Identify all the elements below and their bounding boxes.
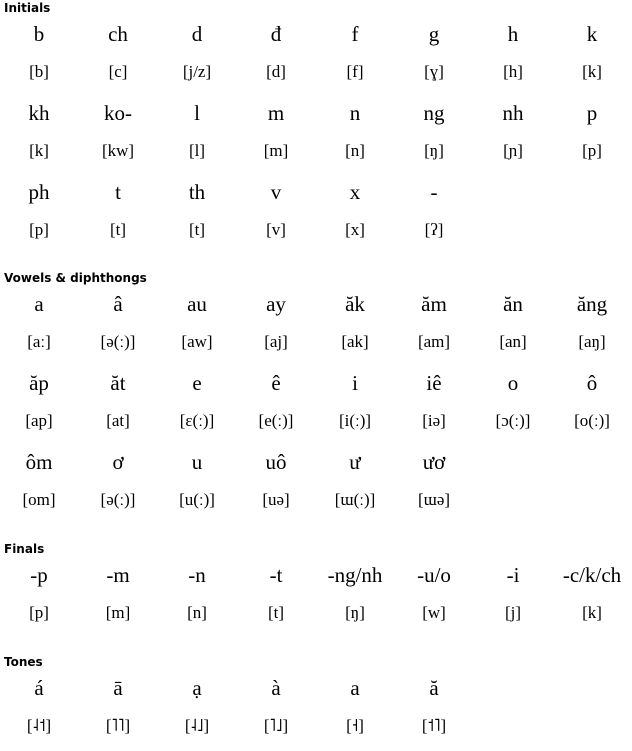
ipa-cell: [˦˥] [421, 716, 447, 735]
letter-cell: ê [271, 371, 281, 395]
ipa-cell: [˥˩] [263, 716, 289, 735]
ipa-cell: [ɛ(ː)] [179, 411, 215, 430]
ipa-cell: [e(ː)] [258, 411, 294, 430]
ipa-cell: [am] [417, 332, 451, 351]
ipa-cell: [d] [266, 62, 286, 81]
letter-cell: ph [28, 180, 50, 204]
section-heading: Initials [4, 1, 51, 15]
ipa-cell: [k] [582, 603, 602, 622]
letter-cell: a [350, 676, 360, 700]
letter-cell: ăng [576, 292, 608, 316]
letter-cell: v [270, 180, 282, 204]
ipa-cell: [c] [108, 62, 128, 81]
ipa-cell: [o(ː)] [574, 411, 610, 430]
letter-cell: th [188, 180, 206, 204]
ipa-cell: [aw] [181, 332, 213, 351]
letter-cell: -n [188, 563, 206, 587]
section-heading: Vowels & diphthongs [4, 271, 147, 285]
letter-cell: đ [270, 22, 282, 46]
letter-cell: -m [106, 563, 130, 587]
ipa-cell: [ap] [25, 411, 53, 430]
letter-cell: - [430, 180, 438, 204]
letter-cell: d [191, 22, 203, 46]
ipa-cell: [n] [187, 603, 207, 622]
ipa-cell: [˨˦] [26, 716, 52, 735]
letter-cell: ch [108, 22, 128, 46]
ipa-cell: [j/z] [182, 62, 212, 81]
letter-cell: a [34, 292, 44, 316]
letter-cell: ô [586, 371, 598, 395]
letter-cell: á [34, 676, 44, 700]
ipa-cell: [n] [345, 141, 365, 160]
ipa-cell: [b] [29, 62, 49, 81]
letter-cell: l [194, 101, 200, 125]
ipa-cell: [k] [582, 62, 602, 81]
letter-cell: kh [28, 101, 50, 125]
ipa-cell: [aj] [264, 332, 288, 351]
ipa-cell: [t] [109, 220, 127, 239]
letter-cell: -u/o [417, 563, 451, 587]
letter-cell: -ng/nh [327, 563, 383, 587]
ipa-cell: [ak] [341, 332, 369, 351]
ipa-cell: [i(ː)] [338, 411, 372, 430]
ipa-cell: [h] [503, 62, 523, 81]
letter-cell: ay [266, 292, 286, 316]
letter-cell: k [586, 22, 598, 46]
letter-cell: ā [113, 676, 123, 700]
ipa-cell: [˧] [346, 716, 364, 735]
ipa-cell: [t] [267, 603, 285, 622]
letter-cell: b [33, 22, 45, 46]
letter-cell: u [191, 450, 203, 474]
letter-cell: iê [426, 371, 442, 395]
ipa-cell: [m] [263, 141, 289, 160]
letter-cell: -p [30, 563, 48, 587]
ipa-cell: [j] [504, 603, 522, 622]
ipa-cell: [at] [106, 411, 130, 430]
ipa-cell: [ɲ] [503, 141, 523, 160]
letter-cell: à [271, 676, 281, 700]
letter-cell: ơ [112, 450, 124, 474]
ipa-cell: [iə] [422, 411, 446, 430]
ipa-cell: [ə(ː)] [100, 332, 136, 351]
letter-cell: -t [269, 563, 283, 587]
letter-cell: n [349, 101, 361, 125]
letter-cell: ko- [104, 101, 132, 125]
ipa-cell: [uə] [262, 490, 290, 509]
ipa-cell: [ŋ] [345, 603, 365, 622]
letter-cell: nh [502, 101, 524, 125]
ipa-cell: [aː] [27, 332, 51, 351]
ipa-cell: [ʔ] [424, 220, 444, 239]
ipa-cell: [ɯə] [417, 490, 451, 509]
letter-cell: uô [265, 450, 287, 474]
ipa-cell: [ŋ] [424, 141, 444, 160]
section-heading: Finals [4, 542, 45, 556]
letter-cell: ạ [192, 676, 202, 700]
ipa-cell: [an] [499, 332, 527, 351]
letter-cell: ăm [421, 292, 447, 316]
ipa-cell: [ɣ] [424, 62, 444, 81]
ipa-cell: [v] [266, 220, 286, 239]
letter-cell: i [352, 371, 358, 395]
ipa-cell: [x] [345, 220, 365, 239]
ipa-cell: [kw] [101, 141, 135, 160]
ipa-cell: [˥˥] [105, 716, 131, 735]
ipa-cell: [p] [29, 220, 49, 239]
letter-cell: x [349, 180, 361, 204]
ipa-cell: [l] [188, 141, 206, 160]
letter-cell: f [351, 22, 359, 46]
letter-cell: ươ [422, 450, 446, 474]
ipa-cell: [˨˩] [184, 716, 210, 735]
letter-cell: ăt [110, 371, 126, 395]
letter-cell: -i [506, 563, 520, 587]
ipa-cell: [k] [29, 141, 49, 160]
ipa-cell: [p] [29, 603, 49, 622]
letter-cell: p [586, 101, 598, 125]
letter-cell: h [507, 22, 519, 46]
letter-cell: â [113, 292, 123, 316]
ipa-cell: [t] [188, 220, 206, 239]
letter-cell: -c/k/ch [562, 563, 622, 587]
ipa-cell: [w] [422, 603, 446, 622]
letter-cell: ăp [29, 371, 49, 395]
ipa-cell: [f] [346, 62, 364, 81]
letter-cell: ôm [25, 450, 53, 474]
letter-cell: m [267, 101, 285, 125]
letter-cell: ư [349, 450, 361, 474]
letter-cell: t [115, 180, 121, 204]
letter-cell: ng [423, 101, 445, 125]
ipa-cell: [u(ː)] [179, 490, 215, 509]
ipa-cell: [aŋ] [578, 332, 606, 351]
letter-cell: e [192, 371, 202, 395]
ipa-cell: [m] [105, 603, 131, 622]
ipa-cell: [ɯ(ː)] [334, 490, 376, 509]
letter-cell: au [187, 292, 207, 316]
letter-cell: g [428, 22, 440, 46]
letter-cell: ă [429, 676, 439, 700]
letter-cell: o [507, 371, 519, 395]
section-heading: Tones [4, 655, 43, 669]
letter-cell: ăk [345, 292, 365, 316]
ipa-cell: [p] [582, 141, 602, 160]
letter-cell: ăn [503, 292, 523, 316]
ipa-cell: [ɔ(ː)] [495, 411, 531, 430]
ipa-cell: [om] [22, 490, 56, 509]
ipa-cell: [ə(ː)] [100, 490, 136, 509]
